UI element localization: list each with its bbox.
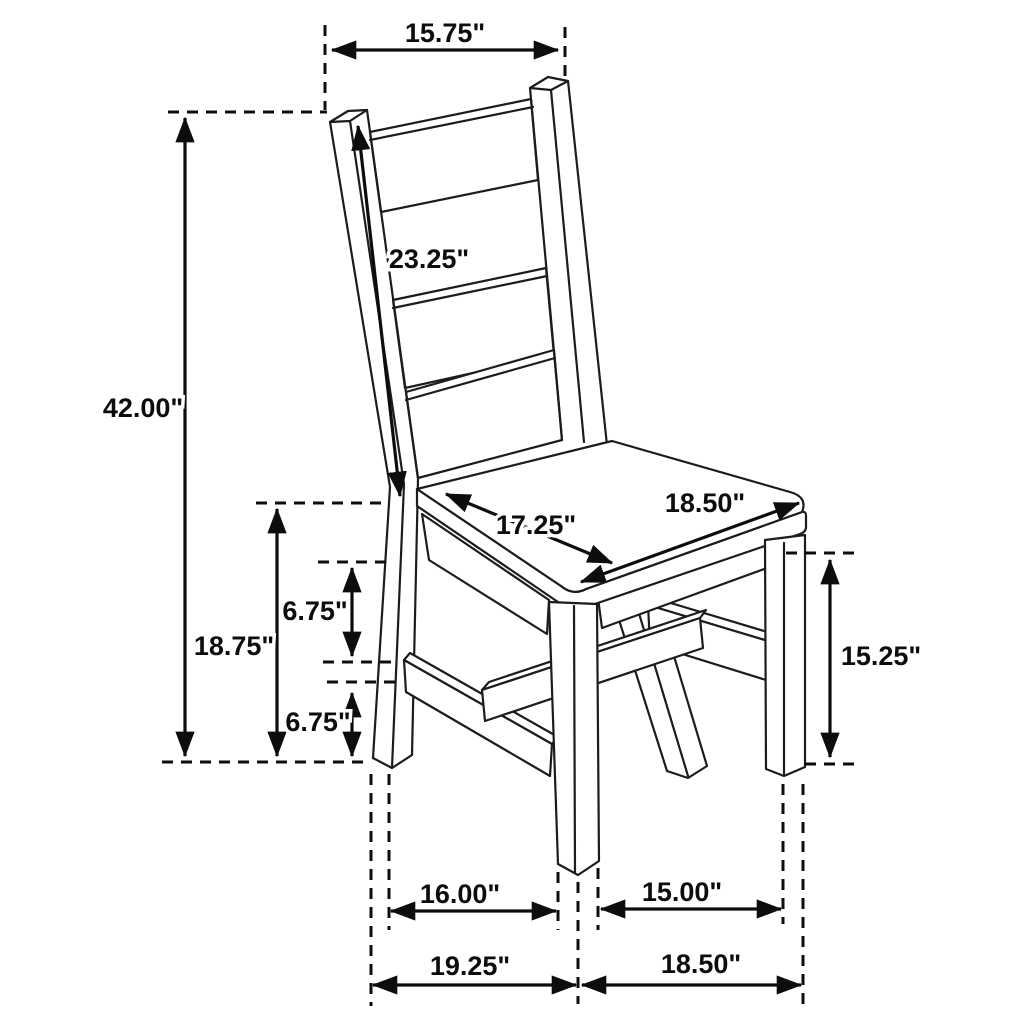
slat-top — [370, 99, 538, 212]
dim-label-seat-height: 18.75" — [193, 631, 275, 661]
dim-stretcher-to-floor — [285, 693, 352, 756]
dim-label-overall-width: 18.50" — [660, 949, 742, 979]
dim-label-back-width: 15.75" — [404, 18, 486, 48]
dim-label-overall-depth: 19.25" — [429, 951, 511, 981]
dim-label-side-leg-spacing: 16.00" — [419, 879, 501, 909]
dim-label-overall-height: 42.00" — [102, 393, 184, 423]
dim-label-floor-to-apron: 15.25" — [840, 641, 922, 671]
dim-overall-depth — [373, 951, 576, 985]
dim-seat-height — [194, 509, 277, 756]
dim-label-front-leg-spacing: 15.00" — [641, 877, 723, 907]
leg-front-left — [549, 602, 599, 875]
dim-label-seat-depth: 17.25" — [495, 510, 577, 540]
backrest-slats — [370, 99, 562, 478]
leg-front-right — [765, 535, 805, 776]
dim-label-seat-width: 18.50" — [664, 488, 746, 518]
dim-back-width — [332, 18, 558, 50]
dim-floor-to-apron — [830, 560, 921, 757]
dim-front-leg-spacing — [601, 877, 781, 909]
dim-label-stretcher-to-floor: 6.75" — [285, 707, 351, 737]
dim-side-leg-spacing — [391, 879, 556, 911]
dim-seat-to-stretcher — [282, 568, 352, 656]
dim-label-backrest-length: 23.25" — [388, 244, 470, 274]
chair-drawing — [330, 77, 806, 875]
dim-overall-height — [103, 118, 185, 756]
dim-label-seat-to-stretcher: 6.75" — [282, 596, 348, 626]
dim-overall-width — [582, 949, 801, 985]
